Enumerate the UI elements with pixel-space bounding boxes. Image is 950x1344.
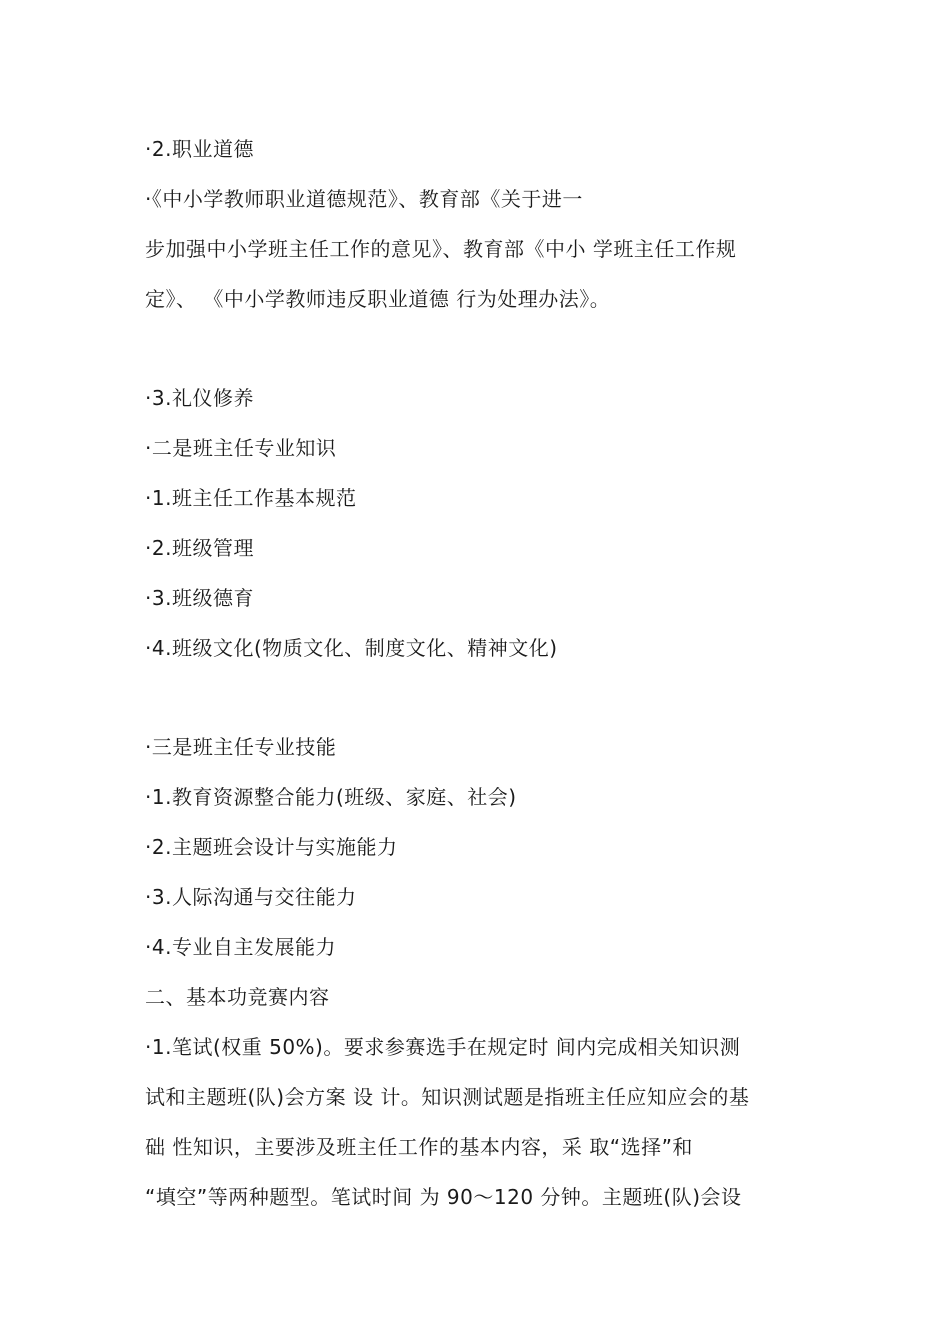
paragraph-line: 定》、 《中小学教师违反职业道德 行为处理办法》。 [145, 287, 611, 311]
list-item: ·2.班级管理 [145, 536, 254, 560]
paragraph-line: ·1.笔试(权重 50%)。要求参赛选手在规定时 间内完成相关知识测 [145, 1035, 741, 1059]
section-heading: 二、基本功竞赛内容 [145, 985, 330, 1009]
list-item: ·3.班级德育 [145, 586, 254, 610]
paragraph-line: 础 性知识，主要涉及班主任工作的基本内容，采 取“选择”和 [145, 1135, 693, 1159]
list-item: ·1.教育资源整合能力(班级、家庭、社会) [145, 785, 517, 809]
list-item: ·3.人际沟通与交往能力 [145, 885, 357, 909]
list-item: ·2.主题班会设计与实施能力 [145, 835, 398, 859]
section-heading: ·2.职业道德 [145, 137, 254, 161]
section-heading: ·三是班主任专业技能 [145, 735, 337, 759]
paragraph-line: 试和主题班(队)会方案 设 计。知识测试题是指班主任应知应会的基 [145, 1085, 750, 1109]
list-item: ·4.班级文化(物质文化、制度文化、精神文化) [145, 636, 558, 660]
list-item: ·4.专业自主发展能力 [145, 935, 336, 959]
list-item: ·1.班主任工作基本规范 [145, 486, 357, 510]
paragraph-line: ·《中小学教师职业道德规范》、教育部《关于进一 [145, 187, 583, 211]
section-heading: ·3.礼仪修养 [145, 386, 254, 410]
paragraph-line: 步加强中小学班主任工作的意见》、教育部《中小 学班主任工作规 [145, 237, 737, 261]
paragraph-line: “填空”等两种题型。笔试时间 为 90～120 分钟。主题班(队)会设 [145, 1185, 742, 1209]
section-heading: ·二是班主任专业知识 [145, 436, 337, 460]
